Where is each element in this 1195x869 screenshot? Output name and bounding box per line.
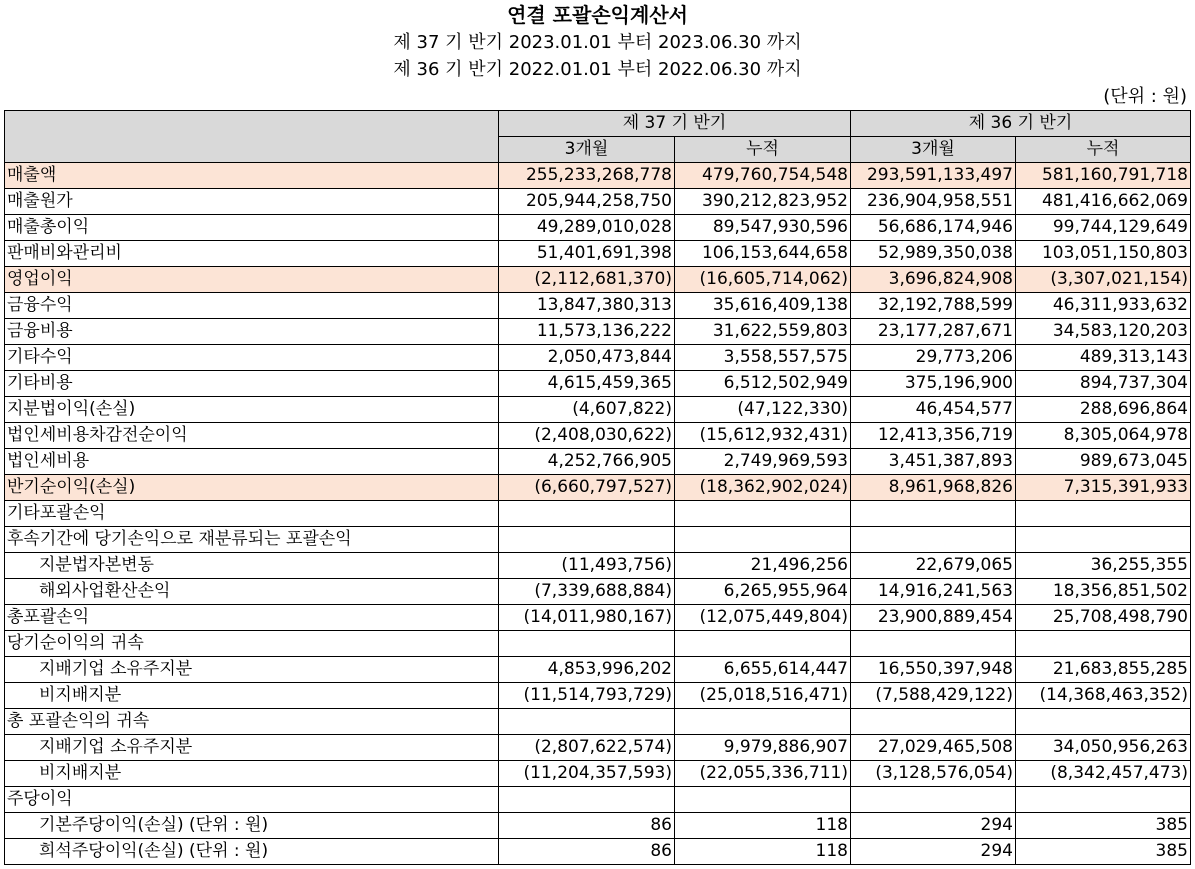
row-value: (11,514,793,729): [499, 683, 675, 709]
table-row: [5, 345, 1191, 371]
row-label: 법인세비용차감전순이익: [5, 423, 499, 449]
table-row: [5, 371, 1191, 397]
row-value: (14,011,980,167): [499, 605, 675, 631]
row-value: [499, 787, 675, 813]
row-value: 31,622,559,803: [675, 319, 851, 345]
row-value: [851, 787, 1016, 813]
row-value: 99,744,129,649: [1016, 215, 1191, 241]
row-value: 34,583,120,203: [1016, 319, 1191, 345]
row-value: 36,255,355: [1016, 553, 1191, 579]
row-label: 총포괄손익: [5, 605, 499, 631]
row-label: 반기순이익(손실): [5, 475, 499, 501]
row-value: [851, 527, 1016, 553]
group-header-current: 제 37 기 반기: [499, 111, 851, 137]
row-value: 4,615,459,365: [499, 371, 675, 397]
table-row: [5, 709, 1191, 735]
row-value: [675, 631, 851, 657]
table-row: [5, 475, 1191, 501]
unit-label: (단위 : 원): [1103, 86, 1187, 107]
table-row: [5, 449, 1191, 475]
row-label: 판매비와관리비: [5, 241, 499, 267]
row-label: 기타수익: [5, 345, 499, 371]
period-prior: 제 36 기 반기 2022.01.01 부터 2022.06.30 까지: [393, 59, 802, 80]
table-row: [5, 683, 1191, 709]
row-value: 14,916,241,563: [851, 579, 1016, 605]
sub-header-current-3m: 3개월: [499, 137, 675, 163]
row-value: [1016, 787, 1191, 813]
row-value: 255,233,268,778: [499, 163, 675, 189]
row-value: 46,311,933,632: [1016, 293, 1191, 319]
row-value: 11,573,136,222: [499, 319, 675, 345]
row-value: (16,605,714,062): [675, 267, 851, 293]
row-label: 기본주당이익(손실) (단위 : 원): [5, 813, 499, 839]
row-label: 매출액: [5, 163, 499, 189]
row-value: 6,512,502,949: [675, 371, 851, 397]
row-value: 4,252,766,905: [499, 449, 675, 475]
row-value: 6,265,955,964: [675, 579, 851, 605]
row-value: 12,413,356,719: [851, 423, 1016, 449]
row-label: 후속기간에 당기손익으로 재분류되는 포괄손익: [5, 527, 499, 553]
row-value: (3,307,021,154): [1016, 267, 1191, 293]
table-row: [5, 657, 1191, 683]
table-row: [5, 813, 1191, 839]
table-row: [5, 605, 1191, 631]
table-row: [5, 293, 1191, 319]
row-value: (14,368,463,352): [1016, 683, 1191, 709]
table-row: [5, 631, 1191, 657]
row-value: 118: [675, 813, 851, 839]
row-value: 89,547,930,596: [675, 215, 851, 241]
table-body: [5, 163, 1191, 865]
row-value: [1016, 501, 1191, 527]
row-value: (22,055,336,711): [675, 761, 851, 787]
table-row: [5, 501, 1191, 527]
table-row: [5, 423, 1191, 449]
table-row: [5, 761, 1191, 787]
row-label: 지배기업 소유주지분: [5, 657, 499, 683]
row-value: 51,401,691,398: [499, 241, 675, 267]
table-row: [5, 839, 1191, 865]
row-value: 294: [851, 839, 1016, 865]
row-value: 385: [1016, 839, 1191, 865]
row-value: [499, 527, 675, 553]
sub-header-current-cum: 누적: [675, 137, 851, 163]
row-value: 25,708,498,790: [1016, 605, 1191, 631]
row-value: [851, 631, 1016, 657]
row-label: 총 포괄손익의 귀속: [5, 709, 499, 735]
statement-title: 연결 포괄손익계산서: [507, 3, 688, 27]
row-value: [675, 527, 851, 553]
row-value: (47,122,330): [675, 397, 851, 423]
label-column-header: [5, 111, 499, 163]
sub-header-prior-cum: 누적: [1016, 137, 1191, 163]
row-value: 3,696,824,908: [851, 267, 1016, 293]
row-value: 27,029,465,508: [851, 735, 1016, 761]
row-value: [499, 501, 675, 527]
row-value: 21,683,855,285: [1016, 657, 1191, 683]
row-value: [675, 501, 851, 527]
table-row: [5, 163, 1191, 189]
row-value: [851, 501, 1016, 527]
row-value: (12,075,449,804): [675, 605, 851, 631]
row-label: 해외사업환산손익: [5, 579, 499, 605]
period-current: 제 37 기 반기 2023.01.01 부터 2023.06.30 까지: [393, 32, 802, 53]
row-value: [1016, 527, 1191, 553]
row-value: 3,558,557,575: [675, 345, 851, 371]
row-value: 2,050,473,844: [499, 345, 675, 371]
row-value: 52,989,350,038: [851, 241, 1016, 267]
row-value: 56,686,174,946: [851, 215, 1016, 241]
row-value: 989,673,045: [1016, 449, 1191, 475]
income-statement-table: [4, 110, 1191, 865]
row-value: 118: [675, 839, 851, 865]
row-value: (25,018,516,471): [675, 683, 851, 709]
sub-header-prior-3m: 3개월: [851, 137, 1016, 163]
row-value: 293,591,133,497: [851, 163, 1016, 189]
row-value: 481,416,662,069: [1016, 189, 1191, 215]
row-value: (2,112,681,370): [499, 267, 675, 293]
row-value: [499, 631, 675, 657]
row-value: 103,051,150,803: [1016, 241, 1191, 267]
table-row: [5, 787, 1191, 813]
row-label: 매출총이익: [5, 215, 499, 241]
row-value: 32,192,788,599: [851, 293, 1016, 319]
row-label: 희석주당이익(손실) (단위 : 원): [5, 839, 499, 865]
row-value: (2,807,622,574): [499, 735, 675, 761]
row-value: (15,612,932,431): [675, 423, 851, 449]
row-label: 매출원가: [5, 189, 499, 215]
table-row: [5, 553, 1191, 579]
table-row: [5, 215, 1191, 241]
row-value: 6,655,614,447: [675, 657, 851, 683]
row-value: 106,153,644,658: [675, 241, 851, 267]
row-value: 7,315,391,933: [1016, 475, 1191, 501]
row-value: 23,900,889,454: [851, 605, 1016, 631]
table-head: [5, 111, 1191, 163]
table-row: [5, 527, 1191, 553]
row-label: 지배기업 소유주지분: [5, 735, 499, 761]
row-label: 영업이익: [5, 267, 499, 293]
row-value: (18,362,902,024): [675, 475, 851, 501]
row-value: 236,904,958,551: [851, 189, 1016, 215]
table-row: [5, 397, 1191, 423]
row-value: 29,773,206: [851, 345, 1016, 371]
row-value: [1016, 709, 1191, 735]
row-value: [1016, 631, 1191, 657]
row-value: (4,607,822): [499, 397, 675, 423]
row-value: 205,944,258,750: [499, 189, 675, 215]
row-label: 지분법이익(손실): [5, 397, 499, 423]
row-value: 16,550,397,948: [851, 657, 1016, 683]
table-row: [5, 579, 1191, 605]
row-value: 49,289,010,028: [499, 215, 675, 241]
row-value: [499, 709, 675, 735]
row-value: 479,760,754,548: [675, 163, 851, 189]
row-label: 금융수익: [5, 293, 499, 319]
row-value: 34,050,956,263: [1016, 735, 1191, 761]
row-value: (11,493,756): [499, 553, 675, 579]
row-value: (7,339,688,884): [499, 579, 675, 605]
row-value: (11,204,357,593): [499, 761, 675, 787]
row-value: 23,177,287,671: [851, 319, 1016, 345]
row-value: 8,305,064,978: [1016, 423, 1191, 449]
row-label: 당기순이익의 귀속: [5, 631, 499, 657]
row-value: (8,342,457,473): [1016, 761, 1191, 787]
row-value: [675, 787, 851, 813]
row-label: 기타비용: [5, 371, 499, 397]
row-label: 법인세비용: [5, 449, 499, 475]
row-value: (6,660,797,527): [499, 475, 675, 501]
row-value: 86: [499, 839, 675, 865]
row-value: 2,749,969,593: [675, 449, 851, 475]
row-value: 390,212,823,952: [675, 189, 851, 215]
group-header-row: [5, 111, 1191, 137]
table-row: [5, 735, 1191, 761]
row-value: 22,679,065: [851, 553, 1016, 579]
row-value: 3,451,387,893: [851, 449, 1016, 475]
row-value: 9,979,886,907: [675, 735, 851, 761]
table-row: [5, 319, 1191, 345]
row-value: (2,408,030,622): [499, 423, 675, 449]
row-value: 8,961,968,826: [851, 475, 1016, 501]
row-value: (7,588,429,122): [851, 683, 1016, 709]
table-row: [5, 267, 1191, 293]
row-label: 주당이익: [5, 787, 499, 813]
row-value: 385: [1016, 813, 1191, 839]
table-row: [5, 241, 1191, 267]
row-value: 894,737,304: [1016, 371, 1191, 397]
row-value: 375,196,900: [851, 371, 1016, 397]
row-label: 금융비용: [5, 319, 499, 345]
row-value: 581,160,791,718: [1016, 163, 1191, 189]
row-value: 21,496,256: [675, 553, 851, 579]
row-value: 46,454,577: [851, 397, 1016, 423]
row-value: 18,356,851,502: [1016, 579, 1191, 605]
row-value: 489,313,143: [1016, 345, 1191, 371]
row-value: [851, 709, 1016, 735]
row-value: 288,696,864: [1016, 397, 1191, 423]
row-label: 기타포괄손익: [5, 501, 499, 527]
row-value: 13,847,380,313: [499, 293, 675, 319]
row-value: 86: [499, 813, 675, 839]
row-label: 지분법자본변동: [5, 553, 499, 579]
row-value: 4,853,996,202: [499, 657, 675, 683]
row-value: [675, 709, 851, 735]
table-row: [5, 189, 1191, 215]
row-label: 비지배지분: [5, 761, 499, 787]
row-value: (3,128,576,054): [851, 761, 1016, 787]
row-label: 비지배지분: [5, 683, 499, 709]
group-header-prior: 제 36 기 반기: [851, 111, 1191, 137]
row-value: 35,616,409,138: [675, 293, 851, 319]
row-value: 294: [851, 813, 1016, 839]
